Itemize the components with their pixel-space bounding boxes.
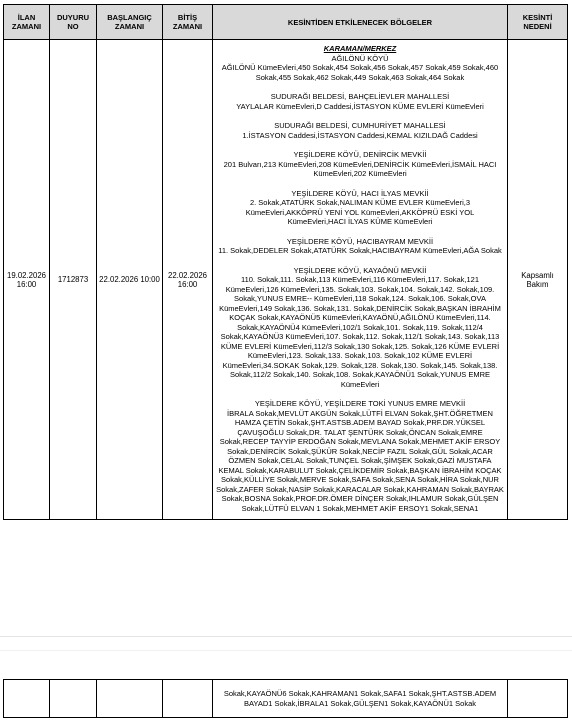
region-block: [216, 121, 504, 140]
duyuru-no-cell: 1712873: [50, 40, 97, 520]
empty-cell: [4, 680, 50, 718]
region-streets: İBRALA Sokak,MEVLÜT AKGÜN Sokak,LÜTFİ ELVAN Sokak,ŞHT.ÖĞRETMEN HAMZA ÇETİN Sokak,ŞHT.ASTSB.ADEM BAYAD Sokak,PRF.DR.YÜKSEL ÇAVUŞOĞLU Sokak,DR. TALAT ŞENTÜRK Sokak,ÖNCAN Sokak,EMRE Sokak,RECEP TAYYİP ERDOĞAN Sokak,MEVLANA Sokak,MEHMET AKİF ERSOY Sokak,DENİRCİK Sokak,ŞÜKÜR Sokak,NECİP FAZIL Sokak,GÜL Sokak,ACAR ÖZMEN Sokak,CELAL Sokak,TUNÇEL Sokak,ŞİMŞEK Sokak,GAZİ MUSTAFA KEMAL Sokak,KARABULUT Sokak,ÇELİKDEMİR Sokak,BAŞKAN İBRAHİM KOÇAK Sokak,KÜLLİYE Sokak,MERVE Sokak,SAFA Sokak,SENA Sokak,HİRA Sokak,NUR Sokak,ZAFER Sokak,NASİP Sokak,KARACALAR Sokak,KAHRAMAN Sokak,BAYRAK Sokak,BOSNA Sokak,PROF.DR.ÖMER DİNÇER Sokak,IHLAMUR Sokak,GÜLŞEN Sokak,LÜTFÜ ELVAN 1 Sokak,MEHMET AKİF ERSOY1 Sokak,SENA1: [216, 408, 504, 513]
etkilenen-bolgeler-cell: [213, 40, 508, 520]
region-heading: AĞILÖNÜ KÖYÜ: [331, 53, 389, 63]
region-streets: 1.İSTASYON Caddesi,İSTASYON Caddesi,KEMAL KIZILDAĞ Caddesi: [242, 130, 478, 140]
region-block: [216, 92, 504, 111]
region-block: [216, 237, 504, 256]
region-streets: 110. Sokak,111. Sokak,113 KümeEvleri,116 KümeEvleri,117. Sokak,121 KümeEvleri,126 KümeEvleri,135. Sokak,103. Sokak,104. Sokak,142. Sokak,109. Sokak,YUNUS EMRE-- KümeEvleri,118 Sokak,124. Sokak,106. Sokak,OVA KümeEvleri,149 Sokak,136. Sokak,131. Sokak,DENİRCİK Sokak,BAŞKAN İBRAHİM KOÇAK Sokak,KAYAÖNÜ5 KümeEvleri,KAYAÖNÜ,AĞILÖNÜ KümeEvleri,114. Sokak,KAYAÖNÜ4 KümeEvleri,102/1 Sokak,101. Sokak,119. Sokak,112/4 Sokak,KAYAÖNÜ3 KümeEvleri,107. Sokak,112. Sokak,112/1 Sokak,143. Sokak,113 KÜME EVLERİ KümeEvleri,112/3 Sokak,130 Sokak,125. Sokak,126 KÜME EVLERİ KümeEvleri,123. Sokak,133. Sokak,103. Sokak,102 KÜME EVLERİ KümeEvleri,34.SOKAK Sokak,129. Sokak,128. Sokak,130. Sokak,145. Sokak,138. Sokak,112/2 Sokak,140. Sokak,108. Sokak,KAYAÖNÜ1 Sokak,YUNUS EMRE KümeEvleri: [219, 275, 501, 389]
continuation-streets: Sokak,KAYAÖNÜ6 Sokak,KAHRAMAN1 Sokak,SAFA1 Sokak,ŞHT.ASTSB.ADEM BAYAD1 Sokak,İBRALA1 Sokak,GÜLŞEN1 Sokak,KAYAÖNÜ1 Sokak: [213, 680, 508, 718]
header-ilan-zamani: İLAN ZAMANI: [4, 5, 50, 40]
region-heading: YEŞİLDERE KÖYÜ, DENİRCİK MEVKİİ: [293, 150, 427, 159]
region-heading: SUDURAĞI BELDESİ, BAHÇELİEVLER MAHALLESİ: [270, 92, 450, 101]
page-break-line: [0, 650, 572, 651]
page-break-line: [0, 636, 572, 637]
region-streets: 201 Bulvarı,213 KümeEvleri,208 KümeEvleri,DENİRCİK KümeEvleri,İSMAİL HACI KümeEvleri,202 KümeEvleri: [223, 159, 497, 178]
region-block: [216, 150, 504, 179]
region-block: [216, 399, 504, 513]
continuation-table: [3, 679, 568, 718]
region-block: [216, 266, 504, 390]
empty-cell: [163, 680, 213, 718]
table-row: [4, 40, 568, 520]
header-bitis-zamani: BİTİŞ ZAMANI: [163, 5, 213, 40]
table-row: [4, 680, 568, 718]
empty-cell: [50, 680, 97, 718]
ilan-zamani-cell: 19.02.2026 16:00: [4, 40, 50, 520]
table-header-row: [4, 5, 568, 40]
outage-table: [3, 4, 568, 520]
region-block: [216, 189, 504, 227]
page-break-gap: [0, 620, 572, 668]
header-baslangic-zamani: BAŞLANGIÇ ZAMANI: [97, 5, 163, 40]
header-kesinti-nedeni: KESİNTİ NEDENİ: [508, 5, 568, 40]
region-streets: YAYLALAR KümeEvleri,D Caddesi,İSTASYON KÜME EVLERİ KümeEvleri: [236, 101, 484, 111]
header-etkilenen-bolgeler: KESİNTİDEN ETKİLENECEK BÖLGELER: [213, 5, 508, 40]
baslangic-zamani-cell: 22.02.2026 10:00: [97, 40, 163, 520]
region-streets: AĞILÖNÜ KümeEvleri,450 Sokak,454 Sokak,456 Sokak,457 Sokak,459 Sokak,460 Sokak,455 Sokak,462 Sokak,449 Sokak,463 Sokak,464 Sokak: [221, 63, 499, 82]
empty-cell: [508, 680, 568, 718]
district-block: [216, 44, 504, 82]
kesinti-nedeni-cell: Kapsamlı Bakım: [508, 40, 568, 520]
region-heading: YEŞİLDERE KÖYÜ, YEŞİLDERE TOKİ YUNUS EMRE MEVKİİ: [254, 399, 466, 408]
bitis-zamani-cell: 22.02.2026 16:00: [163, 40, 213, 520]
region-heading: YEŞİLDERE KÖYÜ, HACIBAYRAM MEVKİİ: [286, 236, 434, 246]
district-title: KARAMAN/MERKEZ: [323, 44, 397, 53]
region-heading: YEŞİLDERE KÖYÜ, KAYAÖNÜ MEVKİİ: [293, 265, 427, 275]
header-duyuru-no: DUYURU NO: [50, 5, 97, 40]
region-heading: YEŞİLDERE KÖYÜ, HACI İLYAS MEVKİİ: [291, 188, 429, 198]
empty-cell: [97, 680, 163, 718]
region-heading: SUDURAĞI BELDESİ, CUMHURİYET MAHALLESİ: [274, 121, 446, 130]
region-streets: 2. Sokak,ATATÜRK Sokak,NALIMAN KÜME EVLER KümeEvleri,3 KümeEvleri,AKKÖPRÜ YENİ YOL KümeEvleri,AKKÖPRÜ ESKİ YOL KümeEvleri,HACI İLYAS KÜME KümeEvleri: [245, 198, 475, 226]
region-streets: 11. Sokak,DEDELER Sokak,ATATÜRK Sokak,HACIBAYRAM KümeEvleri,AĞA Sokak: [218, 246, 502, 255]
